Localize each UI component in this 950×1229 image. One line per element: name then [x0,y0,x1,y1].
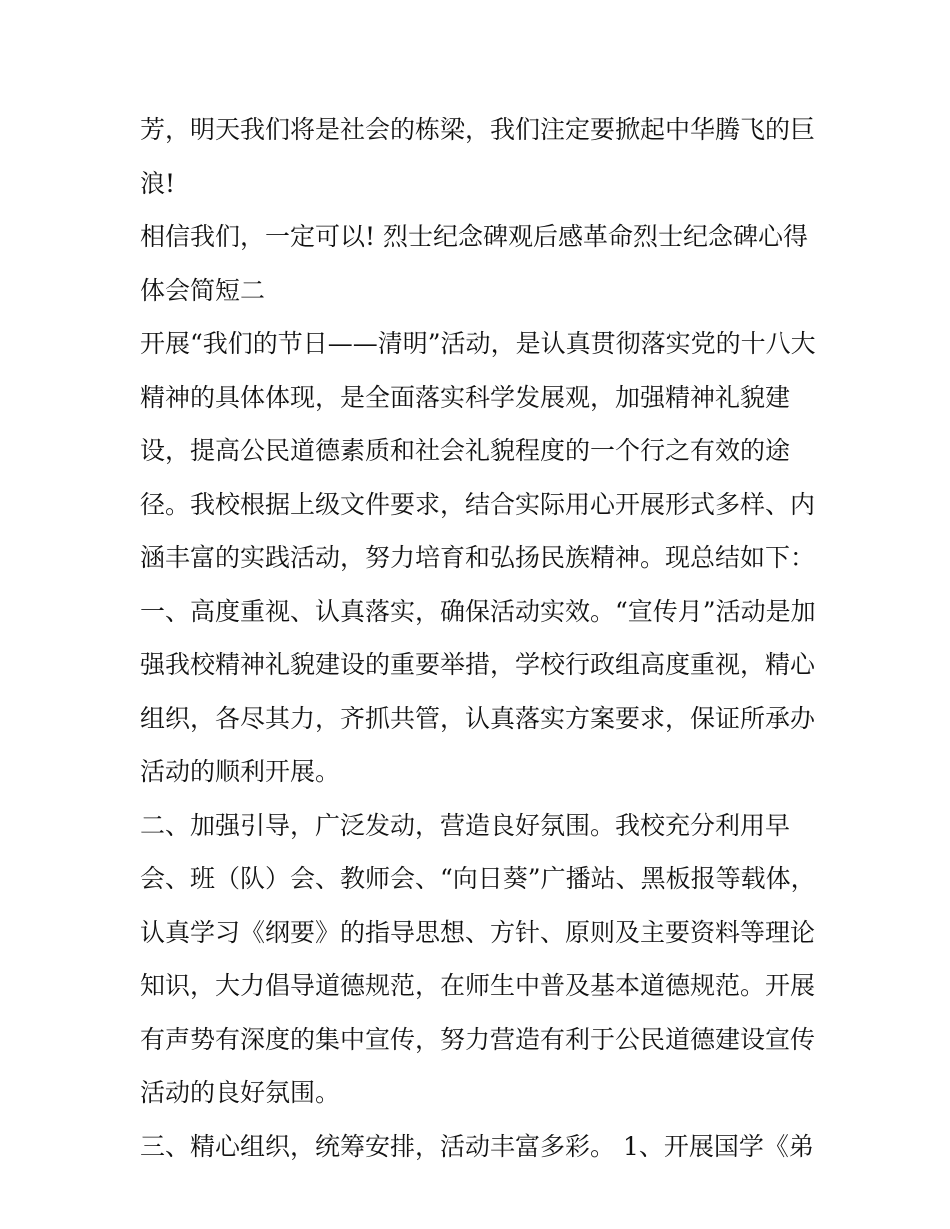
text-line: 相信我们，一定可以! 烈士纪念碑观后感革命烈士纪念碑心得 [140,222,808,251]
text-line: 活动的良好氛围。 [140,1078,341,1107]
text-line: 设，提高公民道德素质和社会礼貌程度的一个行之有效的途 [140,436,791,465]
text-line: 浪! [140,168,176,198]
text-line: 知识，大力倡导道德规范，在师生中普及基本道德规范。开展 [140,971,816,1000]
text-line: 会、班（队）会、教师会、“向日葵”广播站、黑板报等载体， [140,864,816,893]
text-line: 活动的顺利开展。 [140,757,341,786]
text-line: 组织，各尽其力，齐抓共管，认真落实方案要求，保证所承办 [140,703,816,733]
text-line: 有声势有深度的集中宣传，努力营造有利于公民道德建设宣传 [140,1024,816,1054]
text-line: 三、精心组织，统筹安排，活动丰富多彩。 1、开展国学《弟 [140,1131,814,1161]
text-line: 二、加强引导，广泛发动，营造良好氛围。我校充分利用早 [140,810,791,840]
text-line: 径。我校根据上级文件要求，结合实际用心开展形式多样、内 [140,489,816,519]
text-line: 认真学习《纲要》的指导思想、方针、原则及主要资料等理论 [140,917,816,947]
text-line: 开展“我们的节日——清明”活动，是认真贯彻落实党的十八大 [140,329,816,358]
text-line: 精神的具体体现，是全面落实科学发展观，加强精神礼貌建 [140,382,791,412]
text-line: 芳，明天我们将是社会的栋梁，我们注定要掀起中华腾飞的巨 [140,115,816,144]
text-line: 涵丰富的实践活动，努力培育和弘扬民族精神。现总结如下： [140,543,816,572]
text-line: 一、高度重视、认真落实，确保活动实效。“宣传月”活动是加 [140,596,816,626]
text-line: 强我校精神礼貌建设的重要举措，学校行政组高度重视，精心 [140,650,816,679]
text-line: 体会简短二 [140,275,266,305]
document-body [140,103,820,1173]
